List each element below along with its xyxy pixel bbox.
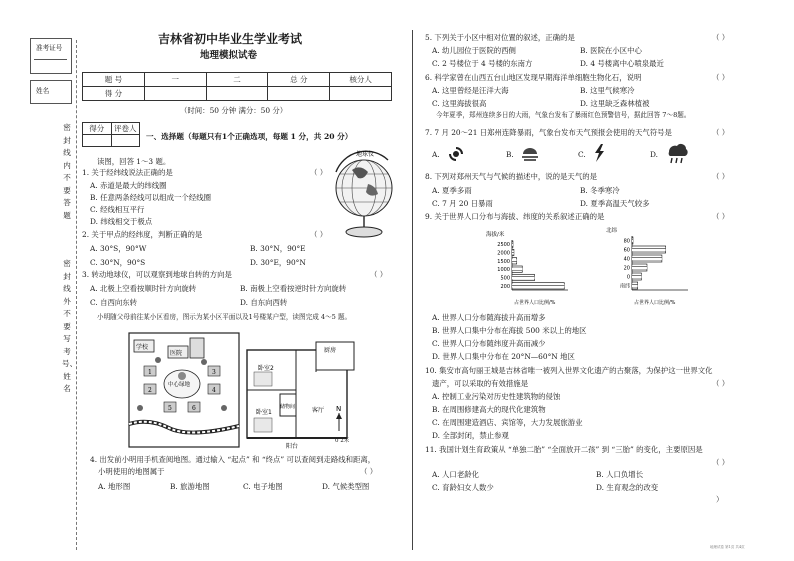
- chart-bar-fill: [632, 257, 662, 261]
- option[interactable]: A. 赤道是最大的纬线圈: [90, 181, 167, 190]
- answer-paren[interactable]: （ ）: [712, 172, 730, 181]
- grader-cell: 评卷人: [111, 123, 140, 135]
- option[interactable]: D. 气候类型图: [322, 482, 370, 491]
- map-school-label: 学校: [136, 344, 149, 351]
- question-1-stem: 1. 关于经纬线说法正确的是: [82, 168, 173, 177]
- question-6-stem: 6. 科学家曾在山西五台山地区发现早期海洋单细胞生物化石，说明: [425, 73, 642, 82]
- option[interactable]: D. 30°E，90°N: [250, 258, 306, 267]
- chart-xlabel: 占世界人口比例/%: [514, 300, 556, 306]
- chart-tick-label: 2500: [497, 242, 510, 249]
- option[interactable]: C. 育龄妇女人数少: [432, 483, 494, 492]
- answer-paren[interactable]: （ ）: [712, 128, 730, 137]
- chart-tick-label: 500: [500, 275, 510, 282]
- score-cell: 一: [144, 73, 206, 87]
- answer-paren[interactable]: （ ）: [310, 230, 328, 239]
- option[interactable]: D. 全部封闭，禁止参观: [432, 431, 509, 440]
- scale-bar: 0 2米: [335, 438, 350, 444]
- option[interactable]: B. 在周围修建高大的现代化建筑物: [432, 405, 546, 414]
- option[interactable]: D. 夏季高温天气较多: [580, 199, 650, 208]
- chart-tick-label: 20: [623, 265, 630, 272]
- room-study-label: 储物间: [280, 404, 296, 410]
- community-map: [128, 332, 240, 448]
- score-cell: 核分人: [330, 73, 392, 87]
- answer-paren[interactable]: （ ）: [712, 73, 730, 82]
- option[interactable]: B. 世界人口集中分布在海拔 500 米以上的地区: [432, 326, 587, 335]
- option[interactable]: D. 这里缺乏森林植被: [580, 99, 650, 108]
- map-building-label: 5: [168, 405, 172, 412]
- option[interactable]: B. 30°N，90°E: [250, 244, 306, 253]
- chart-ylabel: 海拔/米: [486, 232, 505, 238]
- rainstorm-icon: [665, 142, 689, 164]
- chart-tick-label: 2000: [497, 250, 510, 257]
- option[interactable]: D. 世界人口集中分布在 20°N—60°N 地区: [432, 352, 575, 361]
- option[interactable]: A. 地形图: [98, 482, 131, 491]
- room-living-label: 客厅: [312, 407, 325, 414]
- exam-number-line[interactable]: [34, 59, 67, 60]
- option[interactable]: B. 冬季寒冷: [580, 186, 620, 195]
- option[interactable]: B. 人口负增长: [596, 470, 644, 479]
- option[interactable]: B.: [506, 150, 514, 159]
- question-10-stem: 10. 集安市高句丽王城是吉林省唯一被列入世界文化遗产的古聚落，为保护这一世界文化: [425, 366, 713, 375]
- page-title: 吉林省初中毕业生学业考试: [158, 32, 303, 46]
- map-building-label: 4: [212, 387, 216, 394]
- option[interactable]: D. 纬线相交于极点: [90, 217, 153, 226]
- chart-tick-label: 200: [500, 283, 510, 290]
- section-heading: 一、选择题（每题只有1个正确选项，每题 1 分，共 20 分）: [146, 132, 353, 141]
- option[interactable]: D. 生育观念的改变: [596, 483, 659, 492]
- section-intro: 读图，回答 1～3 题。: [97, 157, 171, 166]
- score-cell: 题 号: [83, 73, 145, 87]
- score-table-row: [83, 73, 392, 87]
- page-subtitle: 地理模拟试卷: [200, 50, 258, 61]
- exam-number-box: [30, 38, 72, 74]
- globe-label: 地球仪: [356, 151, 375, 158]
- name-label: 姓名: [36, 87, 50, 95]
- north-arrow: [330, 404, 350, 434]
- map-hospital-label: 医院: [170, 350, 183, 357]
- weather-intro: 今年夏季，郑州连续多日的大雨，气象台发布了暴雨红色预警信号，据此回答 7～8题。: [436, 111, 691, 119]
- answer-paren[interactable]: （ ）: [712, 33, 730, 42]
- name-box: [30, 80, 72, 104]
- chart-bar-fill: [512, 243, 513, 246]
- option[interactable]: D. 4 号楼离中心喷泉最近: [580, 59, 664, 68]
- option[interactable]: B. 旅游地图: [170, 482, 210, 491]
- map-intro: 小明随父母前往某小区看房，图示为某小区平面以及1号楼某户型，读图完成 4～5 题。: [97, 313, 352, 321]
- score-table: [82, 72, 392, 101]
- option[interactable]: A. 控制工业污染对历史性建筑物的侵蚀: [432, 392, 561, 401]
- room-balcony-label: 阳台: [286, 443, 299, 450]
- room-kitchen-label: 厨房: [324, 347, 337, 354]
- score-input-cell[interactable]: [330, 87, 392, 101]
- seal-text-bottom: 密封线外不要写考号、姓名: [62, 259, 78, 393]
- room-bed2-label: 卧室2: [258, 365, 274, 372]
- chart-bar-fill: [512, 268, 522, 271]
- question-10-stem-cont: 遗产，可以采取的有效措施是: [432, 379, 529, 388]
- chart-ylabel: 北纬: [606, 228, 618, 234]
- chart-tick-label: 1500: [497, 258, 510, 265]
- binding-line: [76, 40, 77, 550]
- question-3-stem: 3. 转动地球仪，可以观察到地球自转的方向是: [82, 270, 232, 279]
- chart-tick-label: 1000: [497, 267, 510, 274]
- room-bed1-label: 卧室1: [256, 409, 272, 416]
- option[interactable]: A. 幼儿园位于医院的西侧: [432, 46, 516, 55]
- chart-bar-fill: [632, 275, 641, 279]
- north-arrow-label: N: [336, 405, 342, 413]
- option[interactable]: B. 医院在小区中心: [580, 46, 642, 55]
- altitude-population-chart: [486, 230, 576, 306]
- answer-paren[interactable]: （ ）: [712, 458, 730, 467]
- option[interactable]: A. 30°S，90°W: [90, 244, 147, 253]
- option[interactable]: C. 自西向东转: [90, 298, 138, 307]
- option[interactable]: A. 夏季多雨: [432, 186, 472, 195]
- question-9-stem: 9. 关于世界人口分布与海拔、纬度的关系叙述正确的是: [425, 212, 605, 221]
- sandstorm-icon: [520, 146, 540, 162]
- thunder-icon: [592, 144, 606, 162]
- option[interactable]: C. 在周围建造酒店、宾馆等，大力发展旅游业: [432, 418, 583, 427]
- answer-paren[interactable]: （ ）: [310, 168, 328, 177]
- chart-bar-fill: [632, 248, 666, 252]
- latitude-population-chart: [606, 226, 696, 306]
- chart-tick-label: 0: [626, 274, 630, 281]
- typhoon-icon: [448, 146, 464, 162]
- map-center-label: 中心绿地: [168, 382, 191, 388]
- score-input-cell[interactable]: [206, 87, 268, 101]
- map-building-label: 6: [192, 405, 196, 412]
- option[interactable]: A. 北极上空看按顺时针方向旋转: [90, 284, 197, 293]
- grader-input-cell[interactable]: [83, 135, 112, 147]
- score-cell: 总 分: [268, 73, 330, 87]
- score-input-cell[interactable]: [268, 87, 330, 101]
- chart-tick-label: 60: [623, 247, 630, 254]
- column-divider: [412, 30, 413, 550]
- answer-paren[interactable]: （ ）: [712, 212, 730, 221]
- option[interactable]: B. 南极上空看按逆时针方向旋转: [240, 284, 347, 293]
- question-4-stem: 4. 出发前小明用手机查阅地图。通过输入 “起点” 和 “终点” 可以查阅到走路线和距离，: [90, 455, 376, 464]
- chart-tick-label: 80: [623, 238, 630, 245]
- map-building-label: 2: [148, 387, 152, 394]
- close-paren: ）: [716, 495, 724, 504]
- chart-tick-label: 40: [623, 256, 630, 263]
- option[interactable]: C. 30°N，90°S: [90, 258, 146, 267]
- chart-tick-label: 南纬: [619, 283, 630, 290]
- answer-paren[interactable]: （ ）: [360, 467, 378, 476]
- question-2-stem: 2. 关于甲点的经纬度，判断正确的是: [82, 230, 203, 239]
- chart-bar-fill: [632, 239, 633, 243]
- chart-bar-fill: [632, 284, 638, 288]
- question-8-stem: 8. 下列对郑州天气与气候的描述中，说的是天气的是: [425, 172, 597, 181]
- score-cell: 二: [206, 73, 268, 87]
- score-cell: 得 分: [83, 87, 145, 101]
- time-info: （时间：50 分钟 满分：50 分）: [180, 106, 288, 115]
- chart-xlabel: 占世界人口比例/%: [634, 300, 676, 306]
- option[interactable]: A. 世界人口分布随海拔升高而增多: [432, 313, 546, 322]
- option[interactable]: C. 这里海拔很高: [432, 99, 487, 108]
- chart-bar-fill: [512, 284, 564, 287]
- option[interactable]: C. 7 月 20 日暴雨: [432, 199, 493, 208]
- chart-bar-fill: [512, 251, 514, 254]
- map-building-label: 1: [148, 369, 152, 376]
- option[interactable]: B. 任意两条经线可以组成一个经线圈: [90, 193, 211, 202]
- score-input-cell[interactable]: [144, 87, 206, 101]
- question-11-stem: 11. 我国计划生育政策从 “单独二胎” “全面放开二孩” 到 “三胎” 的变化，主要原因是: [425, 445, 703, 454]
- option[interactable]: C. 世界人口分布随纬度升高而减少: [432, 339, 546, 348]
- option[interactable]: C. 经线相互平行: [90, 205, 145, 214]
- seal-text-top: 密封线内不要答题: [63, 123, 71, 220]
- option[interactable]: A.: [432, 150, 440, 159]
- chart-bar-fill: [512, 259, 517, 262]
- question-4-stem-cont: 小明使用的地图属于: [98, 467, 165, 476]
- option[interactable]: D.: [650, 150, 659, 159]
- grader-table: [82, 122, 140, 147]
- answer-paren[interactable]: （ ）: [712, 379, 730, 388]
- page-footer: 地理试卷 第1页 共4页: [710, 545, 745, 549]
- option[interactable]: C.: [578, 150, 586, 159]
- grader-cell: 得分: [83, 123, 112, 135]
- globe-illustration: [330, 150, 400, 240]
- option[interactable]: D. 自东向西转: [240, 298, 288, 307]
- option[interactable]: A. 这里曾经是汪洋大海: [432, 86, 509, 95]
- question-7-stem: 7. 7 月 20～21 日郑州连降暴雨，气象台发布天气预报会使用的天气符号是: [425, 128, 672, 137]
- chart-bar-fill: [632, 266, 647, 270]
- exam-number-label: 准考证号: [36, 44, 63, 52]
- score-table-row: [83, 87, 392, 101]
- option[interactable]: C. 电子地图: [243, 482, 283, 491]
- answer-paren[interactable]: （ ）: [370, 270, 388, 279]
- grader-input-cell[interactable]: [111, 135, 140, 147]
- question-5-stem: 5. 下列关于小区中相对位置的叙述，正确的是: [425, 33, 575, 42]
- option[interactable]: B. 这里气候寒冷: [580, 86, 635, 95]
- map-building-label: 3: [212, 369, 216, 376]
- option[interactable]: A. 人口老龄化: [432, 470, 479, 479]
- chart-bar-fill: [512, 276, 534, 279]
- option[interactable]: C. 2 号楼位于 4 号楼的东南方: [432, 59, 533, 68]
